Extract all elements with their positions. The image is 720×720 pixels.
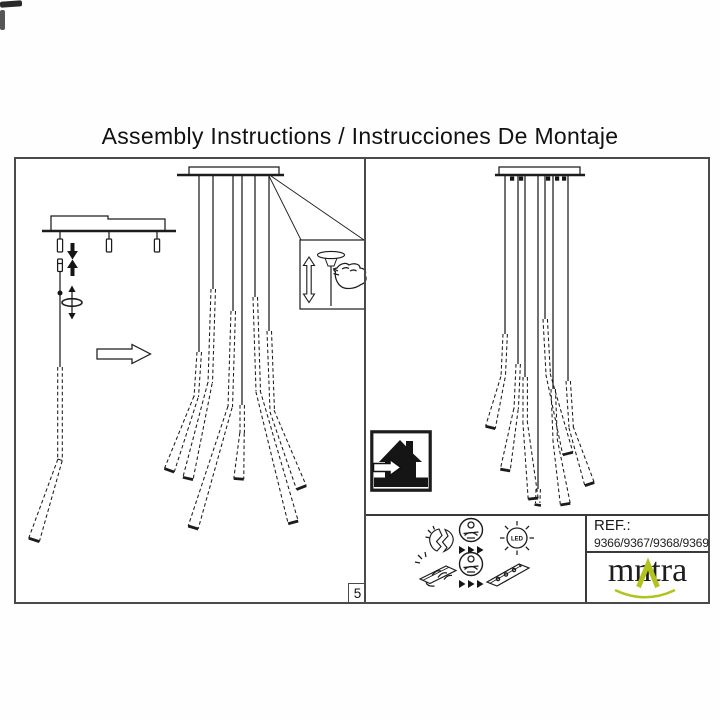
scan-smudge — [0, 10, 5, 30]
down-arrow-icon — [67, 243, 78, 260]
led-label: LED — [511, 536, 523, 543]
chandelier-cluster — [164, 167, 364, 529]
reference-box — [594, 517, 709, 550]
pendant-stick — [29, 458, 66, 541]
pendant-stick — [550, 438, 570, 505]
next-arrows-icon — [459, 580, 484, 588]
page-number — [348, 583, 366, 603]
up-arrow-icon — [67, 260, 78, 277]
pendant-stick — [486, 376, 508, 429]
wire-stop-bead — [58, 291, 63, 296]
brand-arc-icon — [614, 589, 676, 603]
led-module-icon — [482, 551, 536, 595]
page-number-value: 5 — [353, 586, 362, 601]
footer-divider — [366, 514, 708, 516]
pendant-stick — [234, 433, 247, 480]
pendant-rod-dashed — [58, 367, 63, 461]
brand-logo — [587, 553, 708, 602]
suspension-wires — [505, 176, 568, 489]
pendant-stick — [566, 425, 594, 485]
main-frame — [14, 157, 710, 604]
scan-smudge — [0, 0, 22, 8]
rotate-icon — [62, 286, 82, 320]
indoor-use-house-icon — [370, 430, 432, 492]
pendant-stick — [188, 405, 235, 529]
ceiling-canopy-detail — [29, 216, 176, 542]
height-adjust-detail — [300, 240, 366, 309]
pendant-stick — [500, 408, 521, 471]
cable-connector — [58, 259, 63, 272]
assembly-diagram-left — [16, 159, 365, 602]
suspension-wires — [199, 175, 269, 405]
ref-numbers: 9366/9367/9368/9369 — [594, 536, 709, 550]
pendant-stick — [520, 420, 538, 499]
brand-caret-icon — [636, 561, 660, 588]
pendant-stick — [267, 409, 306, 489]
ref-label: REF.: — [594, 517, 631, 534]
transition-arrow-icon — [97, 345, 151, 364]
panel-divider — [364, 159, 366, 602]
brand-text-m: m — [607, 552, 635, 589]
brand-text-ntra: ntra — [634, 552, 688, 589]
pendant-stick — [253, 390, 298, 524]
pendant-stick — [164, 395, 200, 472]
page-title: Assembly Instructions / Instrucciones De Montaje — [101, 123, 619, 149]
